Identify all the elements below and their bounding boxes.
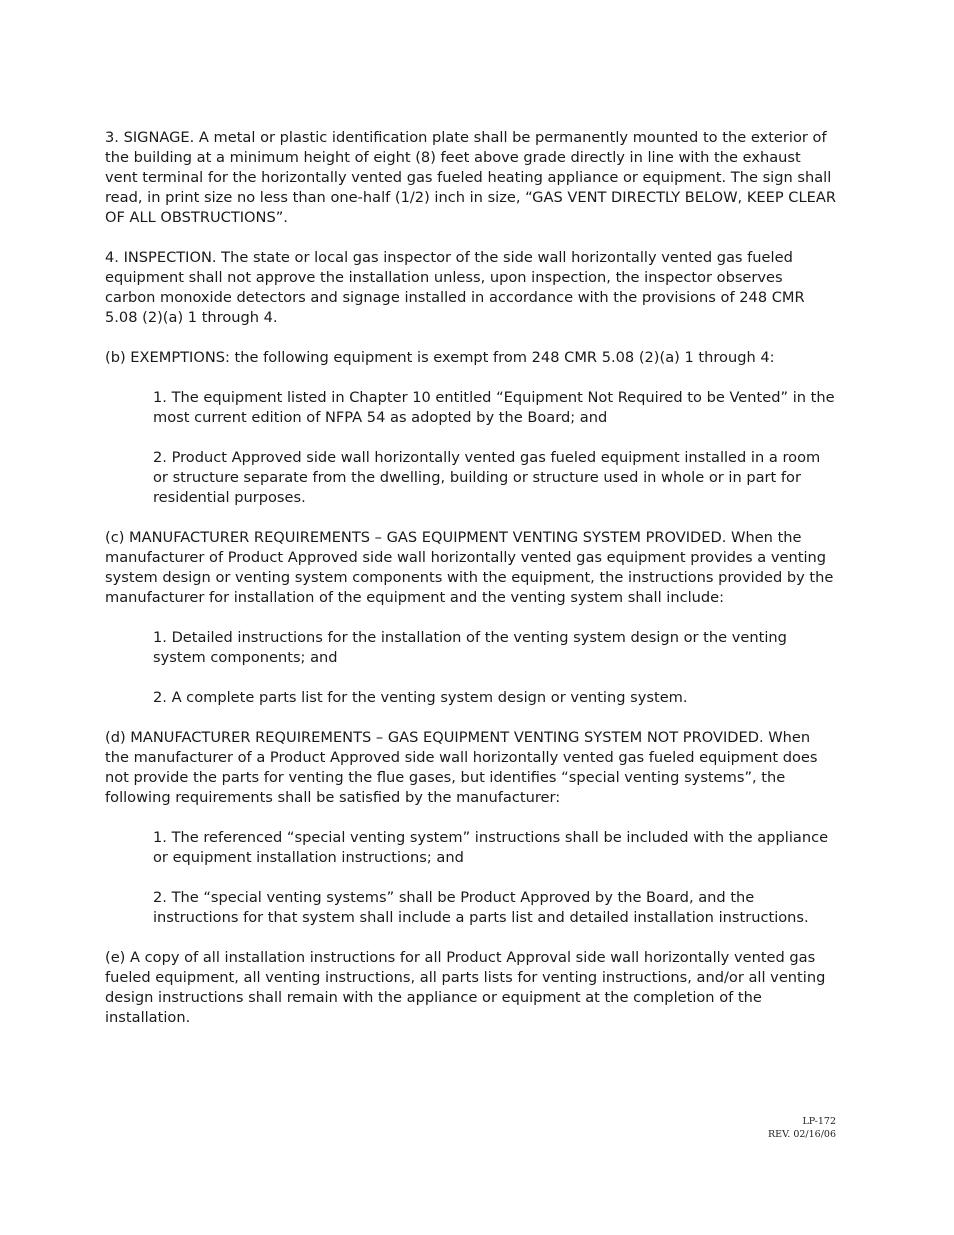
form-number: LP-172: [802, 1116, 836, 1127]
exemption-item-1: 1. The equipment listed in Chapter 10 entitled “Equipment Not Required to be Vented” in the most current edition of NFPA 54 as adopted by the Board; and: [153, 389, 835, 426]
paragraph-installation-copy: (e) A copy of all installation instructions for all Product Approval side wall horizontally vented gas fueled equipment, all venting instructions, all parts lists for venting instructions, and/or all venting design instructions shall remain with the appliance or equipment at the completion of the installation.: [105, 949, 826, 1026]
exemption-item-2: 2. Product Approved side wall horizontally vented gas fueled equipment installed in a room or structure separate from the dwelling, building or structure used in whole or in part for residential purposes.: [153, 449, 821, 506]
paragraph-venting-not-provided: (d) MANUFACTURER REQUIREMENTS – GAS EQUIPMENT VENTING SYSTEM NOT PROVIDED. When the manufacturer of a Product Approved side wall horizontally vented gas fueled equipment does not provide the parts for venting the flue gases, but identifies “special venting systems”, the following requirements shall be satisfied by the manufacturer:: [105, 729, 818, 806]
document-body: [105, 128, 837, 1048]
paragraph-exemptions: (b) EXEMPTIONS: the following equipment is exempt from 248 CMR 5.08 (2)(a) 1 through 4:: [105, 349, 775, 366]
paragraph-venting-provided: (c) MANUFACTURER REQUIREMENTS – GAS EQUIPMENT VENTING SYSTEM PROVIDED. When the manufacturer of Product Approved side wall horizontally vented gas equipment provides a venting system design or venting system components with the equipment, the instructions provided by the manufacturer for installation of the equipment and the venting system shall include:: [105, 529, 834, 606]
page-footer: [768, 1115, 836, 1141]
venting-provided-item-2: 2. A complete parts list for the venting system design or venting system.: [153, 689, 688, 706]
paragraph-inspection: 4. INSPECTION. The state or local gas inspector of the side wall horizontally vented gas fueled equipment shall not approve the installation unless, upon inspection, the inspector observes carbon monoxide detectors and signage installed in accordance with the provisions of 248 CMR 5.08 (2)(a) 1 through 4.: [105, 249, 805, 326]
venting-not-provided-item-1: 1. The referenced “special venting system” instructions shall be included with the appliance or equipment installation instructions; and: [153, 829, 829, 866]
venting-provided-item-1: 1. Detailed instructions for the installation of the venting system design or the venting system components; and: [153, 629, 787, 666]
paragraph-signage: 3. SIGNAGE. A metal or plastic identification plate shall be permanently mounted to the exterior of the building at a minimum height of eight (8) feet above grade directly in line with the exhaust vent terminal for the horizontally vented gas fueled heating appliance or equipment. The sign shall read, in print size no less than one-half (1/2) inch in size, “GAS VENT DIRECTLY BELOW, KEEP CLEAR OF ALL OBSTRUCTIONS”.: [105, 129, 836, 226]
venting-not-provided-item-2: 2. The “special venting systems” shall be Product Approved by the Board, and the instructions for that system shall include a parts list and detailed installation instructions.: [153, 889, 809, 926]
revision-date: REV. 02/16/06: [768, 1129, 836, 1140]
